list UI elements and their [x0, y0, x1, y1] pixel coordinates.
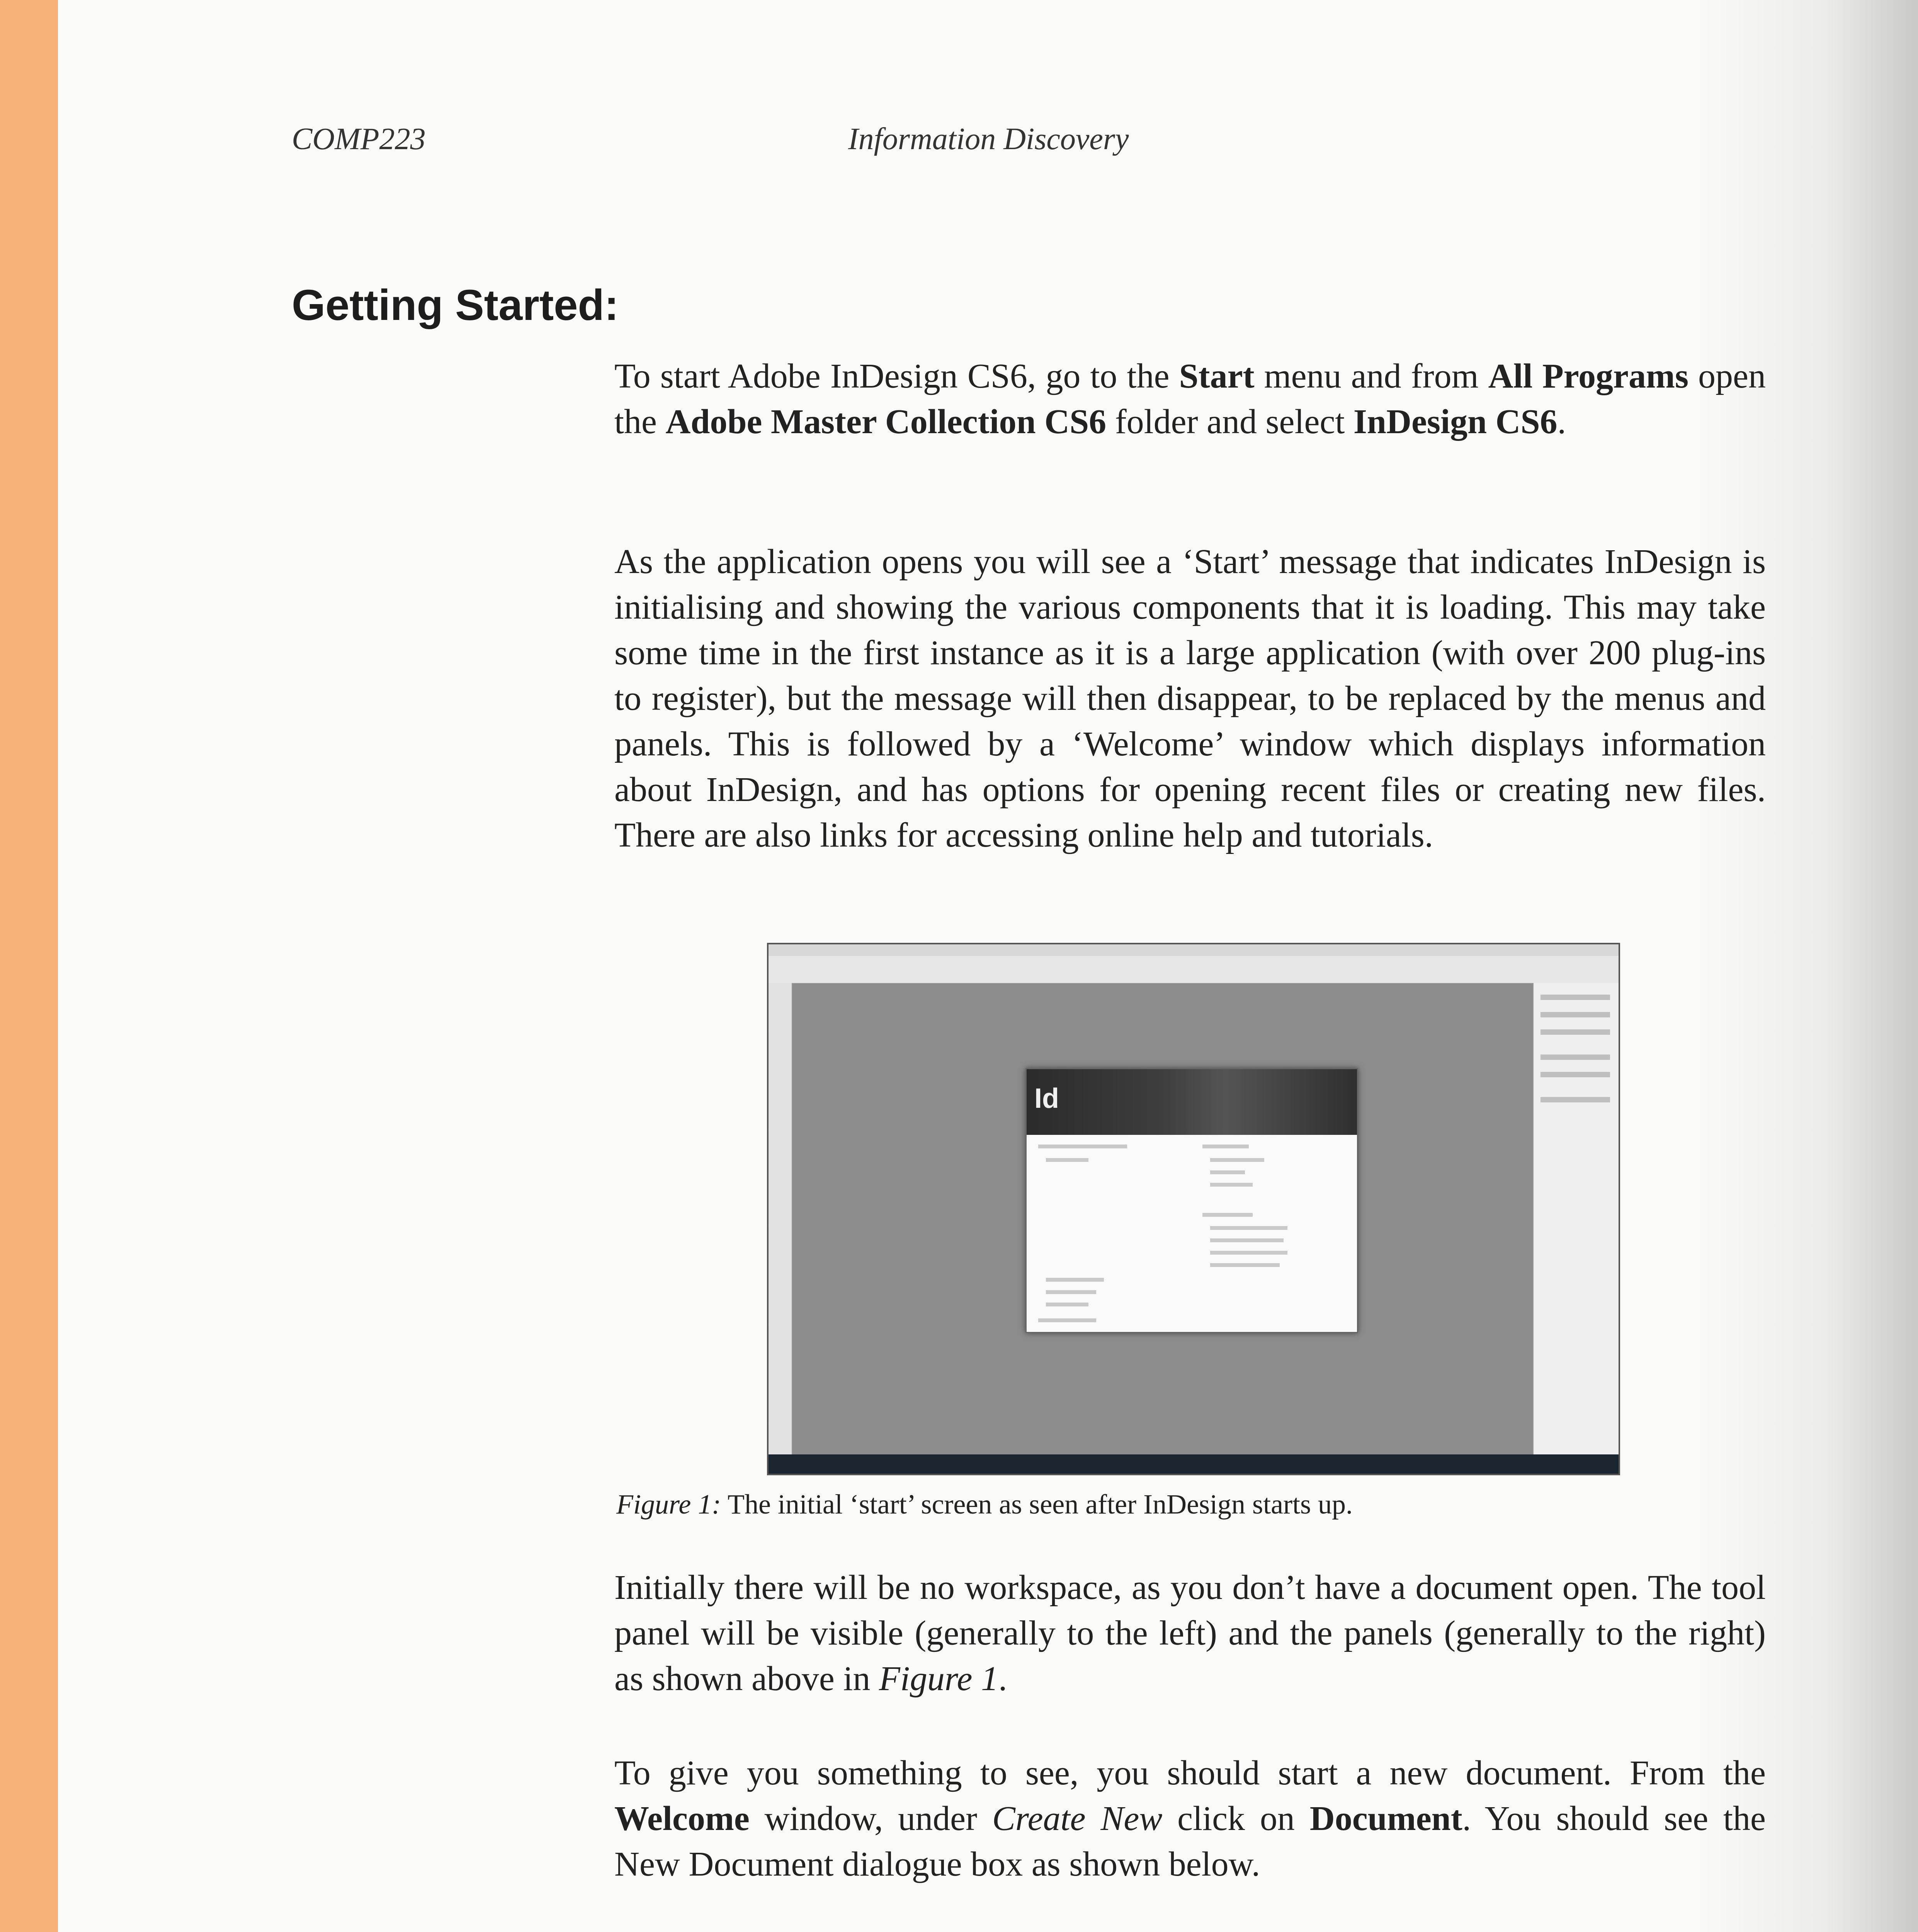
welcome-text-line [1210, 1251, 1287, 1255]
welcome-text-line [1210, 1183, 1253, 1187]
para3-italic-figure-ref: Figure 1 [879, 1660, 999, 1698]
para4-bold-welcome: Welcome [614, 1799, 750, 1838]
welcome-text-line [1210, 1226, 1287, 1230]
panel-row [1541, 995, 1610, 1000]
screenshot-side-panels [1533, 983, 1619, 1454]
para1-text-1: To start Adobe InDesign CS6, go to the [614, 357, 1179, 395]
paragraph-no-workspace [614, 1565, 1766, 1702]
para1-bold-all-programs: All Programs [1488, 357, 1688, 395]
welcome-text-line [1046, 1290, 1096, 1294]
section-heading: Getting Started: [292, 281, 619, 329]
welcome-text-line [1038, 1145, 1127, 1148]
screenshot-menu-bar [769, 944, 1619, 956]
para4-text-3: click on [1162, 1799, 1310, 1838]
paragraph-start-instructions [614, 354, 1766, 445]
screenshot-control-bar [769, 956, 1619, 984]
welcome-text-line [1046, 1278, 1104, 1282]
figure-1-caption-label: Figure 1: [616, 1489, 721, 1520]
panel-row [1541, 1072, 1610, 1077]
welcome-text-line [1202, 1145, 1249, 1148]
para4-text-1: To give you something to see, you should start a new document. From the [614, 1754, 1766, 1792]
para1-bold-indesign: InDesign CS6 [1353, 403, 1558, 441]
figure-1-caption [616, 1488, 1353, 1520]
para1-text-5: . [1557, 403, 1566, 441]
header-course-code: COMP223 [292, 122, 426, 156]
screenshot-taskbar [769, 1454, 1619, 1474]
welcome-text-line [1210, 1238, 1284, 1242]
figure-1-start-screen [767, 943, 1620, 1475]
page-edge-strip [0, 0, 58, 1932]
para1-text-3: open the [614, 357, 1766, 441]
para1-text-4: folder and select [1106, 403, 1353, 441]
header-course-title: Information Discovery [848, 122, 1129, 156]
para1-bold-start: Start [1179, 357, 1255, 395]
panel-row [1541, 1097, 1610, 1102]
paragraph-application-opens: As the application opens you will see a ‘Start’ message that indicates InDesign is initialising and showing the various components that it is loading. This may take some time in the first instance as it is a large application (with over 200 plug-ins to register), but the message will then disappear, to be replaced by the menus and panels. This is followed by a ‘Welcome’ window which displays information about InDesign, and has options for opening recent files or creating new files. There are also links for accessing online help and tutorials. [614, 543, 1766, 854]
welcome-text-line [1210, 1170, 1245, 1174]
welcome-text-line [1210, 1158, 1264, 1162]
panel-row [1541, 1054, 1610, 1060]
welcome-text-line [1038, 1318, 1096, 1322]
para4-bold-document: Document [1309, 1799, 1462, 1838]
welcome-text-line [1210, 1263, 1280, 1267]
para1-text-2: menu and from [1254, 357, 1488, 395]
para4-text-2: window, under [749, 1799, 992, 1838]
welcome-text-line [1046, 1303, 1088, 1306]
welcome-text-line [1202, 1213, 1253, 1217]
para3-text-2: . [998, 1660, 1007, 1698]
panel-row [1541, 1012, 1610, 1017]
screenshot-tool-panel [769, 983, 792, 1454]
para1-bold-master-collection: Adobe Master Collection CS6 [665, 403, 1107, 441]
paragraph-new-document [614, 1750, 1766, 1887]
welcome-text-line [1046, 1158, 1088, 1162]
screenshot-welcome-window [1025, 1068, 1358, 1333]
para4-italic-create-new: Create New [992, 1799, 1163, 1838]
figure-1-caption-text: The initial ‘start’ screen as seen after InDesign starts up. [721, 1489, 1353, 1520]
panel-row [1541, 1029, 1610, 1035]
indesign-logo: Id [1034, 1083, 1059, 1114]
para4-text-4: . You should see the New Document dialogue box as shown below. [614, 1799, 1766, 1883]
para3-text-1: Initially there will be no workspace, as you don’t have a document open. The tool panel will be visible (generally to the left) and the panels (generally to the right) as shown above in [614, 1568, 1766, 1698]
welcome-banner [1027, 1069, 1357, 1135]
